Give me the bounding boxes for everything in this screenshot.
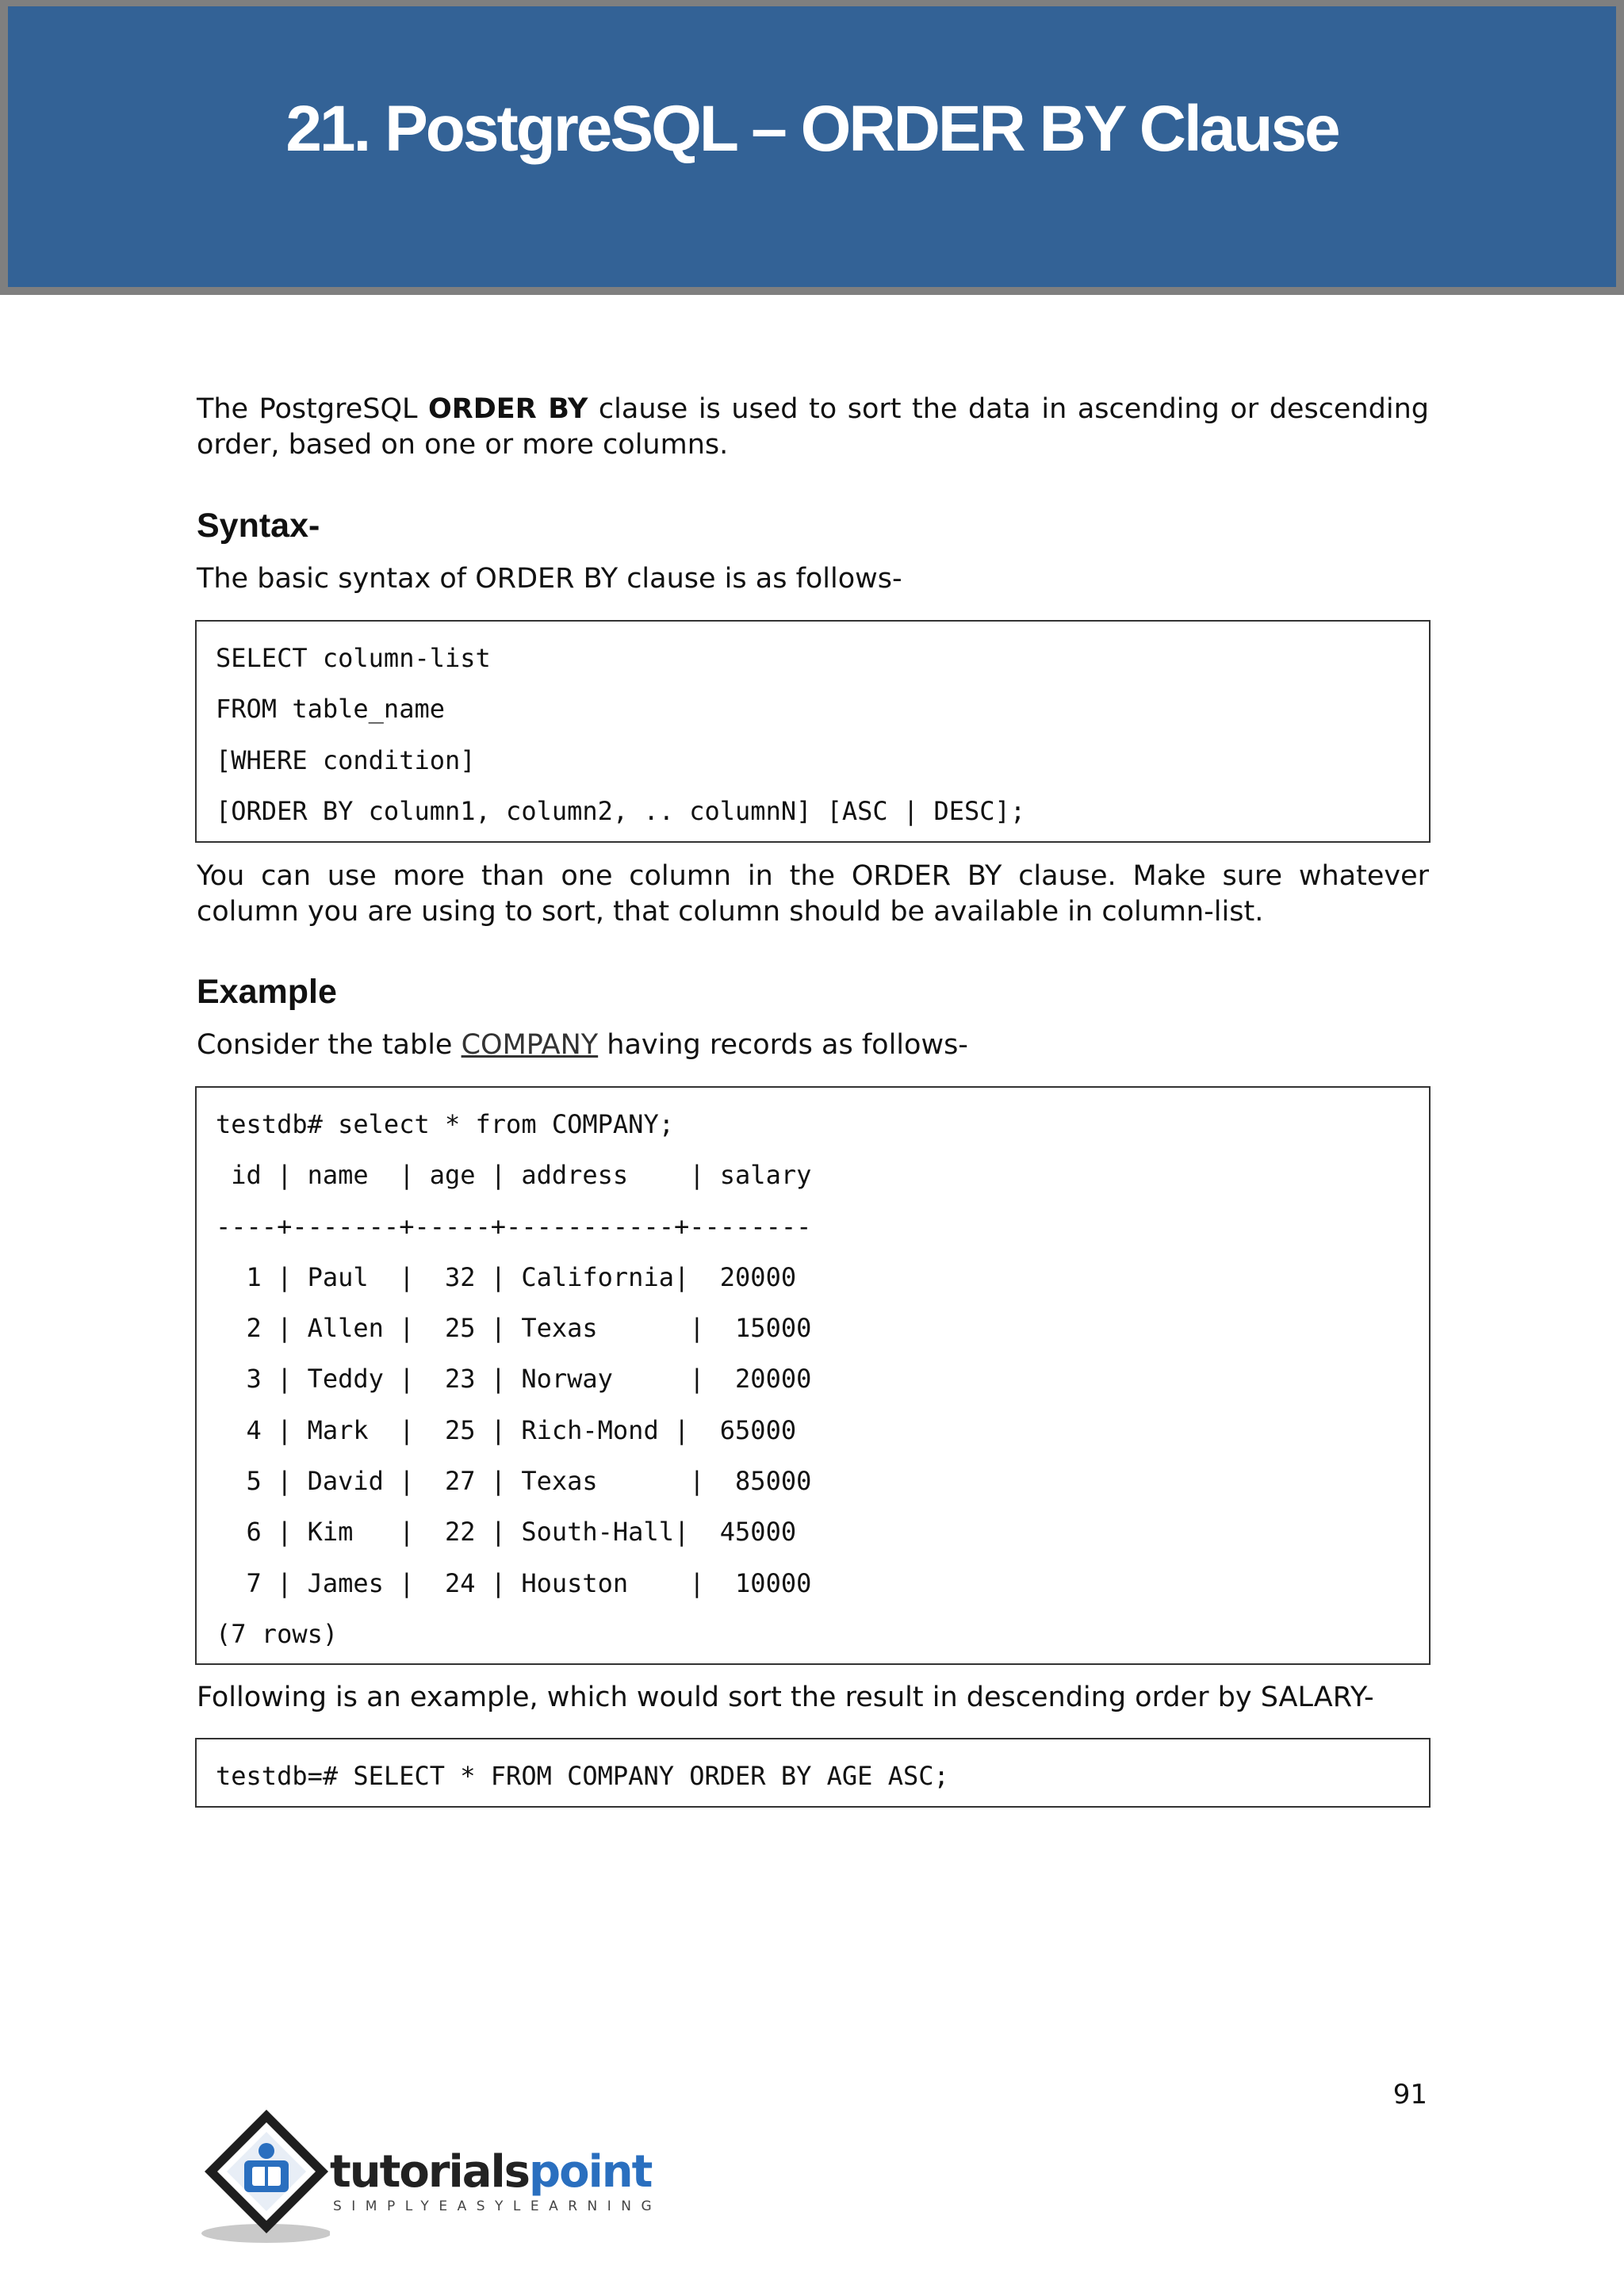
syntax-lead: The basic syntax of ORDER BY clause is as follows- [197, 563, 902, 595]
company-table-code-block [195, 1086, 1431, 1665]
code-line: 4 | Mark | 25 | Rich-Mond | 65000 [216, 1414, 797, 1445]
order-by-query-code-block [195, 1738, 1431, 1808]
code-line: 7 | James | 24 | Houston | 10000 [216, 1567, 812, 1598]
code-line: testdb=# SELECT * FROM COMPANY ORDER BY AGE ASC; [216, 1761, 949, 1791]
syntax-heading: Syntax- [197, 507, 320, 545]
intro-paragraph [197, 392, 1429, 463]
example-heading: Example [197, 973, 337, 1011]
syntax-code-block [195, 620, 1431, 843]
logo-tagline: SIMPLYEASYLEARNING [333, 2198, 662, 2214]
code-line: SELECT column-list [216, 643, 491, 673]
intro-prefix: The PostgreSQL [197, 393, 429, 425]
code-line: 3 | Teddy | 23 | Norway | 20000 [216, 1364, 812, 1395]
example-lead-prefix: Consider the table [197, 1029, 462, 1061]
code-line: id | name | age | address | salary [216, 1160, 812, 1191]
code-line: 5 | David | 27 | Texas | 85000 [216, 1466, 812, 1497]
code-line: [ORDER BY column1, column2, .. columnN] [ASC | DESC]; [216, 795, 1026, 826]
tutorialspoint-emblem-icon [195, 2105, 330, 2248]
code-line: 1 | Paul | 32 | California| 20000 [216, 1261, 797, 1292]
code-line: 2 | Allen | 25 | Texas | 15000 [216, 1313, 812, 1344]
code-line: (7 rows) [216, 1618, 339, 1649]
logo-wordmark: tutorialspoint [330, 2146, 652, 2198]
tutorialspoint-logo [195, 2105, 671, 2248]
code-line: FROM table_name [216, 694, 445, 725]
chapter-title: 21. PostgreSQL – ORDER BY Clause [285, 93, 1339, 165]
code-line: [WHERE condition] [216, 744, 476, 775]
following-paragraph: Following is an example, which would sort the result in descending order by SALARY- [197, 1682, 1374, 1713]
code-line: 6 | Kim | 22 | South-Hall| 45000 [216, 1517, 797, 1548]
intro-suffix: clause is used to sort the data in ascending or descending order, based on one or more columns. [197, 393, 1429, 461]
code-line: ----+-------+-----+-----------+-------- [216, 1211, 812, 1242]
example-lead [197, 1027, 1429, 1063]
page-number: 91 [1392, 2079, 1427, 2110]
intro-keyword: ORDER BY [428, 393, 588, 425]
company-link[interactable]: COMPANY [461, 1029, 599, 1061]
code-line: testdb# select * from COMPANY; [216, 1109, 674, 1139]
example-lead-suffix: having records as follows- [598, 1029, 968, 1061]
note-paragraph: You can use more than one column in the ORDER BY clause. Make sure whatever column you are using to sort, that column should be available in column-list. [197, 860, 1429, 928]
chapter-banner [0, 0, 1624, 295]
